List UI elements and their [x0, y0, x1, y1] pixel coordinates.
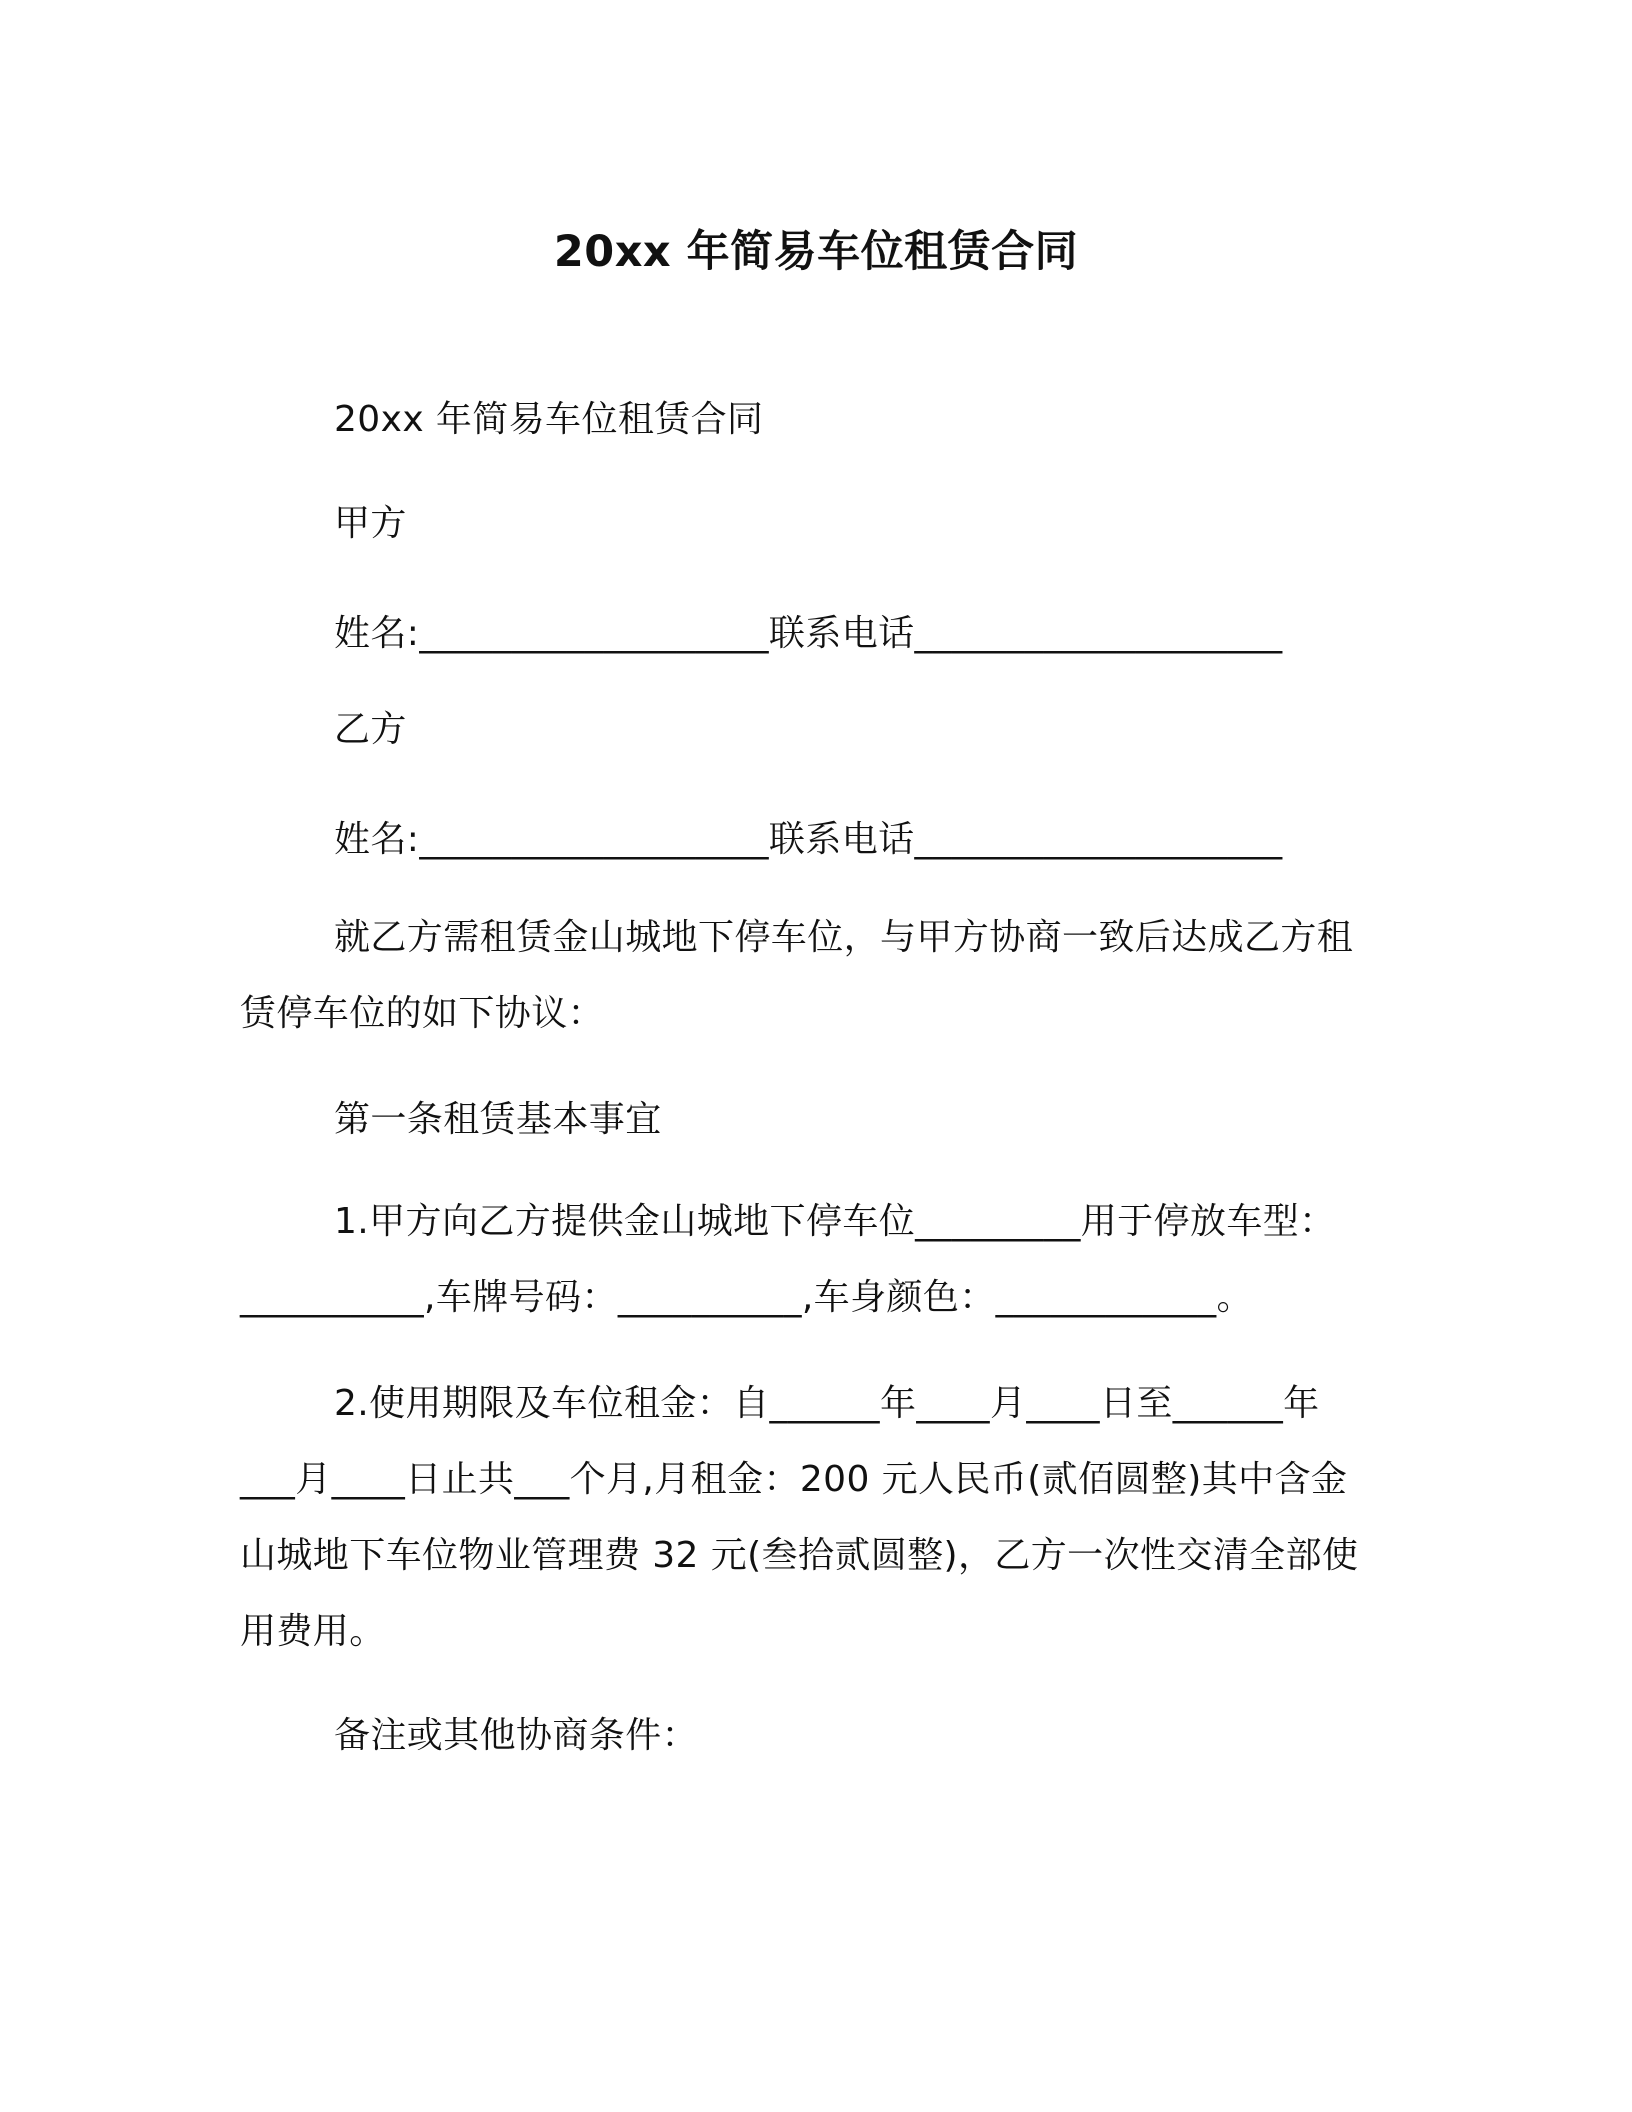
party-b-heading: 乙方 [334, 709, 407, 750]
clause-2-line-1: 2.使用期限及车位租金：自______年____月____日至______年 [334, 1383, 1320, 1424]
clause-1-line-1: 1.甲方向乙方提供金山城地下停车位_________用于停放车型： [334, 1201, 1336, 1242]
preamble-line-1: 就乙方需租赁金山城地下停车位，与甲方协商一致后达成乙方租 [334, 917, 1354, 958]
party-b-name-phone: 姓名:___________________联系电话____________________ [334, 819, 1283, 860]
remarks-line: 备注或其他协商条件： [334, 1715, 699, 1756]
subtitle-line: 20xx 年简易车位租赁合同 [334, 399, 764, 440]
clause-2-line-2: ___月____日止共___个月,月租金：200 元人民币(贰佰圆整)其中含金 [240, 1459, 1348, 1500]
article-one-heading: 第一条租赁基本事宜 [334, 1099, 662, 1140]
clause-1-line-2: __________,车牌号码：__________,车身颜色：____________。 [240, 1277, 1253, 1318]
document-title: 20xx 年简易车位租赁合同 [553, 227, 1079, 277]
clause-2-line-3: 山城地下车位物业管理费 32 元(叁拾贰圆整)，乙方一次性交清全部使 [240, 1535, 1359, 1576]
party-a-name-phone: 姓名:___________________联系电话____________________ [334, 613, 1283, 654]
party-a-heading: 甲方 [334, 503, 407, 544]
preamble-line-2: 赁停车位的如下协议： [240, 993, 605, 1034]
clause-2-line-4: 用费用。 [240, 1611, 386, 1652]
